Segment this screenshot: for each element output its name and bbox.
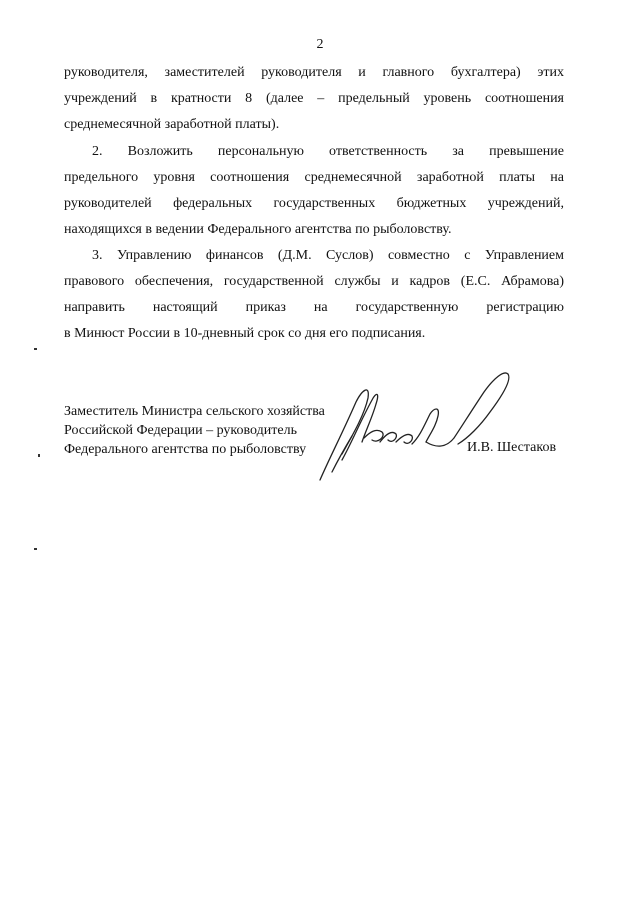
signatory-position-line: Заместитель Министра сельского хозяйства — [64, 404, 325, 419]
paragraph-2 — [64, 139, 564, 243]
paragraph-3-line: в Минюст России в 10-дневный срок со дня его подписания. — [64, 326, 426, 341]
paragraph-2-line: находящихся в ведении Федерального агентства по рыболовству. — [64, 222, 452, 237]
paragraph-3-line: правового обеспечения, государственной службы и кадров (Е.С. Абрамова) — [64, 274, 564, 289]
paragraph-2-line: руководителей федеральных государственных бюджетных учреждений, — [64, 196, 564, 211]
paragraph-3-line: направить настоящий приказ на государственную регистрацию — [64, 300, 564, 315]
signatory-position-line: Российской Федерации – руководитель — [64, 423, 297, 438]
paragraph-1 — [64, 60, 564, 138]
signatory-position — [64, 402, 325, 459]
paragraph-3-line: 3. Управлению финансов (Д.М. Суслов) совместно с Управлением — [92, 248, 564, 263]
paragraph-2-line: 2. Возложить персональную ответственность за превышение — [92, 144, 564, 159]
paragraph-1-line: учреждений в кратности 8 (далее – предельный уровень соотношения — [64, 91, 564, 106]
paragraph-1-line: руководителя, заместителей руководителя и главного бухгалтера) этих — [64, 65, 564, 80]
scan-speck — [34, 348, 37, 350]
scan-speck — [38, 454, 40, 457]
paragraph-3 — [64, 243, 564, 347]
signatory-name: И.В. Шестаков — [467, 440, 557, 455]
handwritten-signature — [312, 362, 522, 482]
scan-speck — [34, 548, 37, 550]
paragraph-2-line: предельного уровня соотношения среднемесячной заработной платы на — [64, 170, 564, 185]
paragraph-1-line: среднемесячной заработной платы). — [64, 117, 280, 132]
signatory-position-line: Федерального агентства по рыболовству — [64, 442, 307, 457]
page-number: 2 — [316, 37, 324, 52]
